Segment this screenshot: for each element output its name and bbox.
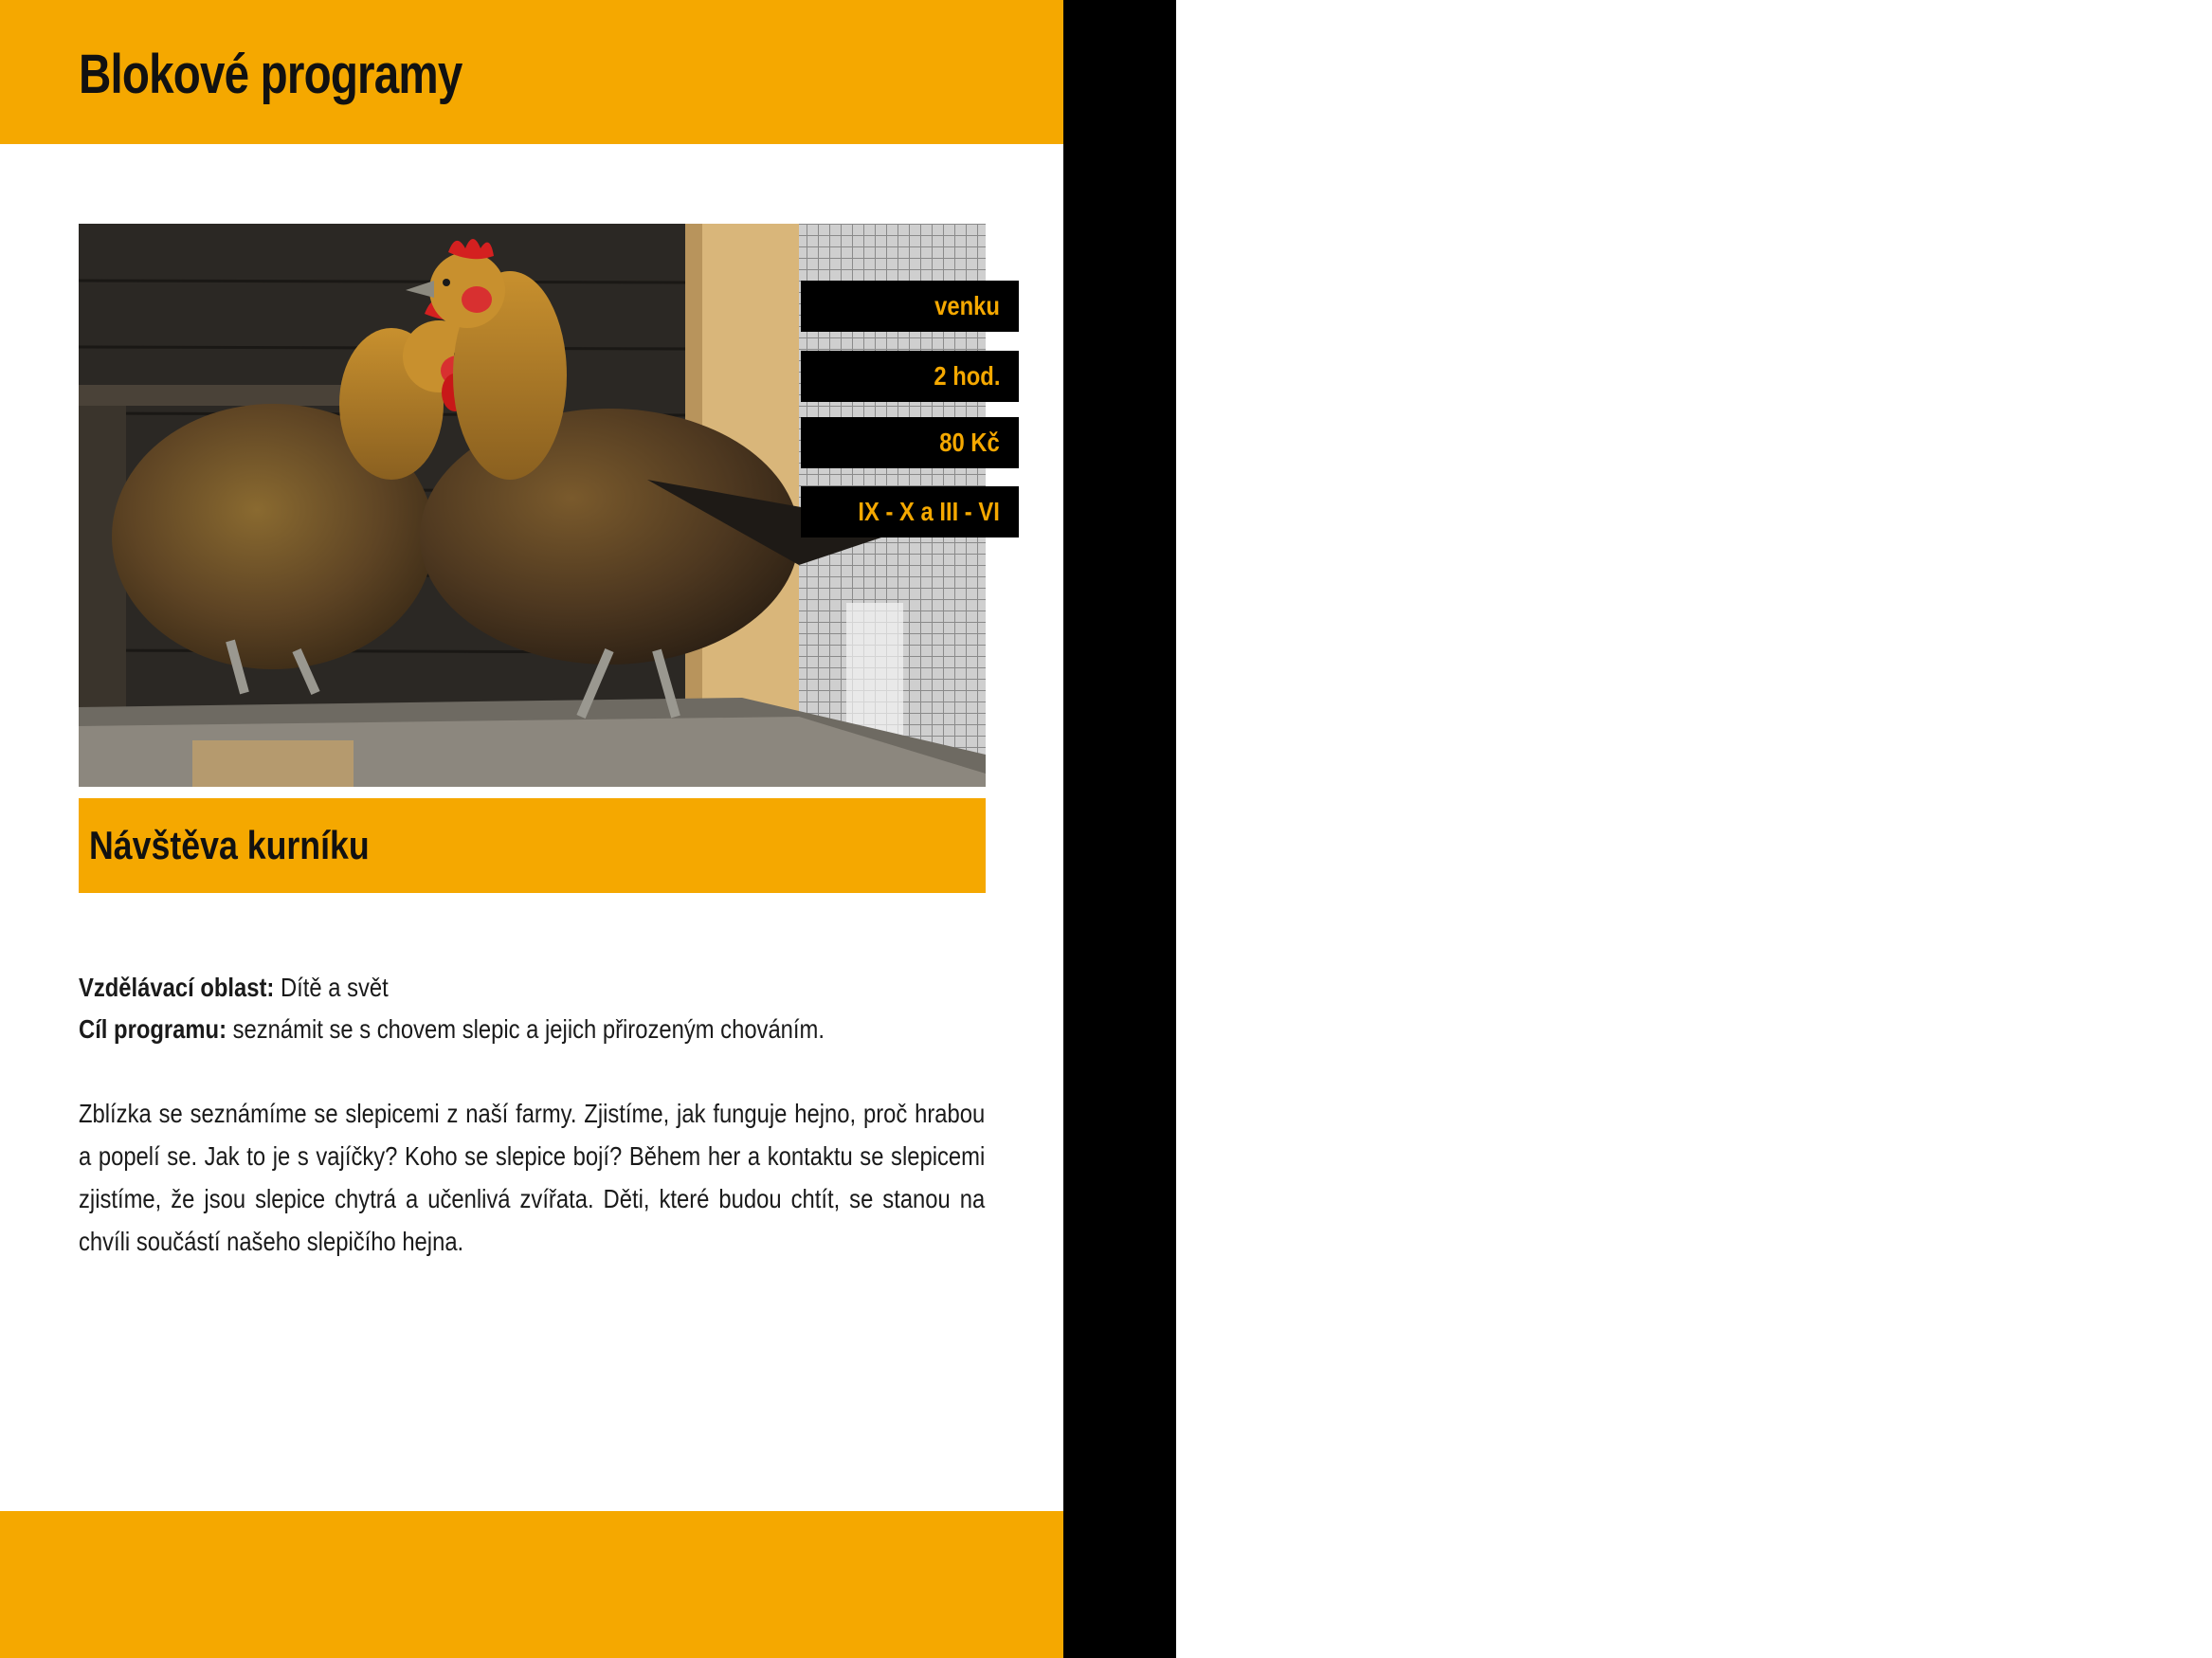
program-title: Návštěva kurníku — [89, 823, 370, 867]
program-info — [79, 967, 986, 1050]
tag-duration-text: 2 hod. — [933, 361, 1000, 391]
tag-price — [801, 417, 1019, 468]
tag-location-text: venku — [934, 291, 1000, 320]
side-bar — [1063, 0, 1176, 1658]
program-description: Zblízka se seznámíme se slepicemi z naší farmy. Zjistíme, jak funguje hejno, proč hrabou a popelí se. Jak to je s vajíčky? Koho se slepice bojí? Během her a kontaktu se slepicemi zjistíme, že jsou slepice chytrá a učenlivá zvířata. Děti, které budou chtít, se stanou na chvíli součástí našeho slepičího hejna. — [79, 1099, 986, 1256]
tag-season-text: IX - X a III - VI — [858, 497, 1000, 526]
tag-price-text: 80 Kč — [939, 428, 1000, 457]
goal-line — [79, 1009, 849, 1050]
tag-duration — [801, 351, 1019, 402]
area-value: Dítě a svět — [280, 973, 389, 1002]
goal-label: Cíl programu: — [79, 1014, 227, 1044]
side-title: Mateřská škola — [2154, 147, 2211, 448]
area-line — [79, 967, 849, 1009]
tag-season — [801, 486, 1019, 537]
goal-value: seznámit se s chovem slepic a jejich přirozeným chováním. — [232, 1014, 825, 1044]
tag-location — [801, 281, 1019, 332]
footer-bar — [0, 1511, 1063, 1658]
page-title: Blokové programy — [79, 44, 462, 105]
area-label: Vzdělávací oblast: — [79, 973, 275, 1002]
